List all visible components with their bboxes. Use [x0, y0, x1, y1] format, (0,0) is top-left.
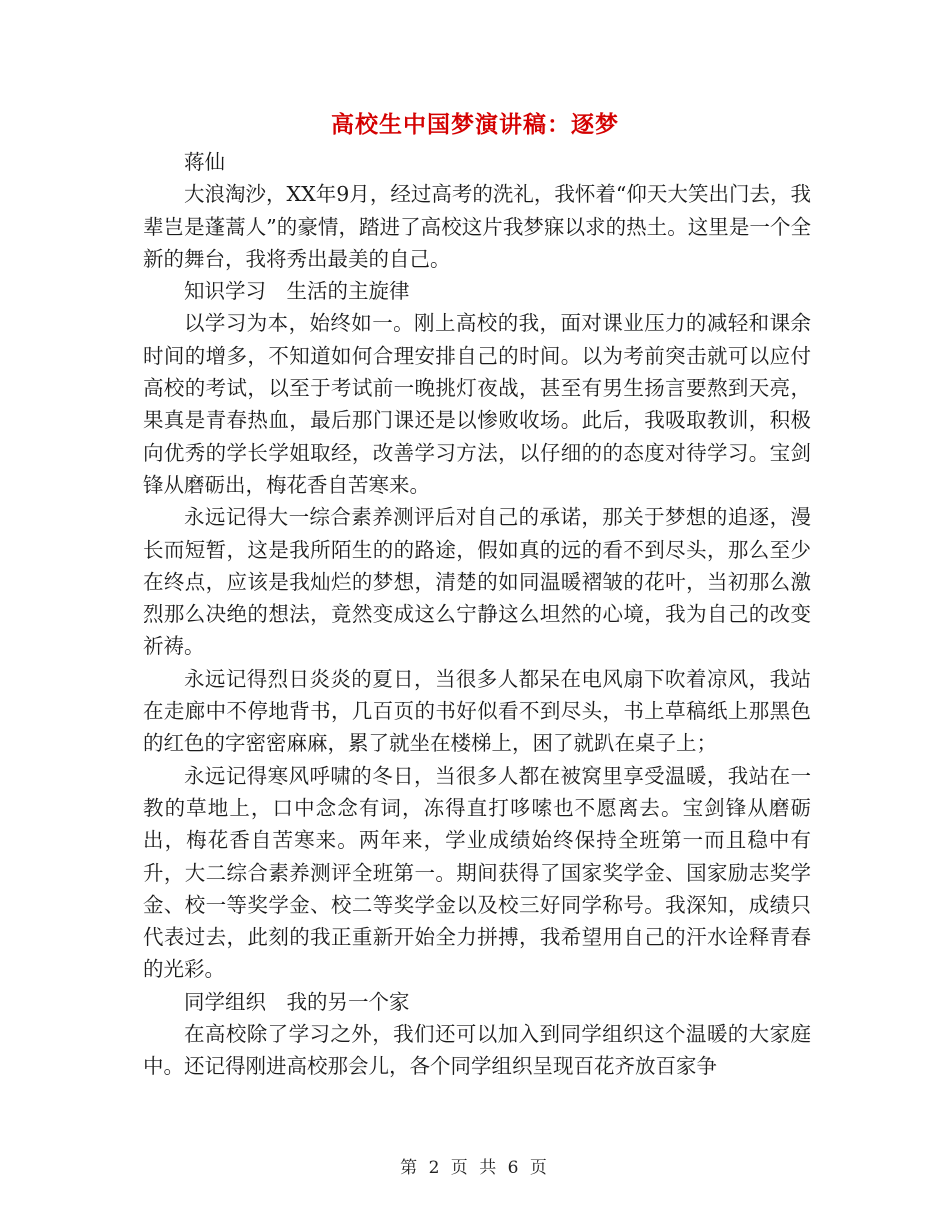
paragraph-winter: 永远记得寒风呼啸的冬日，当很多人都在被窝里享受温暖，我站在一教的草地上，口中念念有词，冻得直打哆嗦也不愿离去。宝剑锋从磨砺出，梅花香自苦寒来。两年来，学业成绩始终保持全班第一而且稳中有升，大二综合素养测评全班第一。期间获得了国家奖学金、国家励志奖学金、校一等奖学金、校二等奖学金以及校三好同学称号。我深知，成绩只代表过去，此刻的我正重新开始全力拼搏，我希望用自己的汗水诠释青春的光彩。: [143, 763, 811, 982]
section-heading-study: 知识学习 生活的主旋律: [184, 279, 410, 304]
section-heading-organization: 同学组织 我的另一个家: [184, 989, 410, 1014]
page-title: 高校生中国梦演讲稿：逐梦: [331, 112, 619, 138]
body-text: [143, 146, 811, 1083]
paragraph-intro: 大浪淘沙，XX年9月，经过高考的洗礼，我怀着“仰天大笑出门去，我辈岂是蓬蒿人”的豪情，踏进了高校这片我梦寐以求的热土。这里是一个全新的舞台，我将秀出最美的自己。: [143, 182, 811, 271]
author-line: 蒋仙: [184, 150, 225, 174]
paragraph-summer: 永远记得烈日炎炎的夏日，当很多人都呆在电风扇下吹着凉风，我站在走廊中不停地背书，几百页的书好似看不到尽头，书上草稿纸上那黑色的红色的字密密麻麻，累了就坐在楼梯上，困了就趴在桌子上；: [143, 666, 811, 756]
paragraph-organization: 在高校除了学习之外，我们还可以加入到同学组织这个温暖的大家庭中。还记得刚进高校那会儿，各个同学组织呈现百花齐放百家争: [143, 1022, 811, 1079]
paragraph-study: 以学习为本，始终如一。刚上高校的我，面对课业压力的减轻和课余时间的增多，不知道如何合理安排自己的时间。以为考前突击就可以应付高校的考试，以至于考试前一晚挑灯夜战，甚至有男生扬言要熬到天亮，果真是青春热血，最后那门课还是以惨败收场。此后，我吸取教训，积极向优秀的学长学姐取经，改善学习方法，以仔细的的态度对待学习。宝剑锋从磨砺出，梅花香自苦寒来。: [143, 311, 811, 497]
page-number: 第 2 页 共 6 页: [400, 1158, 550, 1178]
paragraph-promise: 永远记得大一综合素养测评后对自己的承诺，那关于梦想的追逐，漫长而短暂，这是我所陌生的的路途，假如真的远的看不到尽头，那么至少在终点，应该是我灿烂的梦想，清楚的如同温暖褶皱的花叶，当初那么激烈那么决绝的想法，竟然变成这么宁静这么坦然的心境，我为自己的改变祈祷。: [143, 505, 811, 659]
